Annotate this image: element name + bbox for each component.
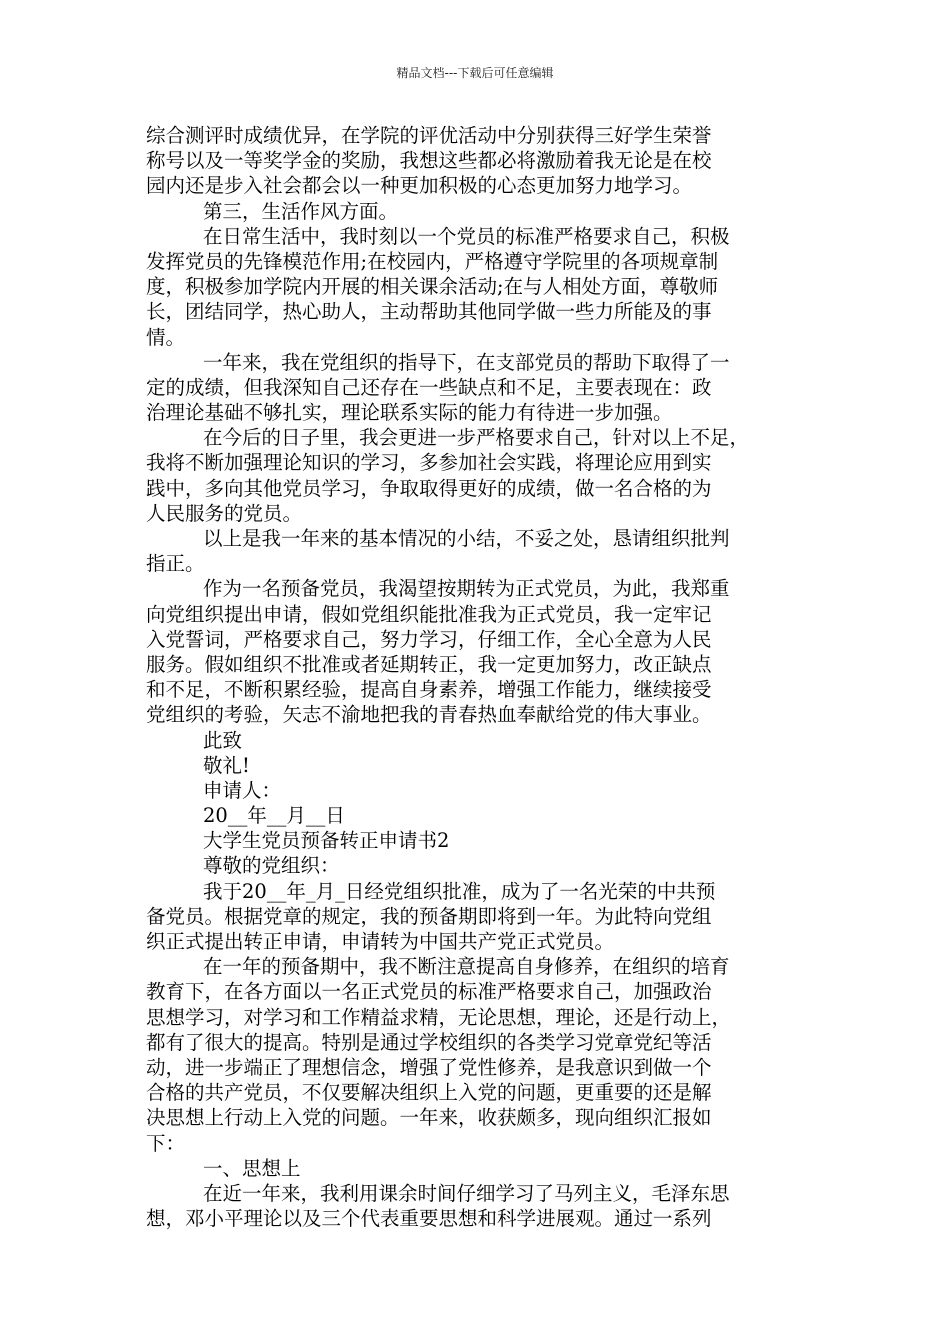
document-body — [146, 123, 826, 1231]
text-line: 入党誓词，严格要求自己，努力学习，仔细工作，全心全意为人民 — [146, 627, 712, 651]
text-line: 一、思想上 — [203, 1156, 301, 1180]
text-line: 综合测评时成绩优异，在学院的评优活动中分别获得三好学生荣誉 — [146, 124, 712, 147]
text-line: 第三，生活作风方面。 — [203, 199, 399, 223]
text-line: 大学生党员预备转正申请书2 — [203, 829, 450, 853]
page-header: 精品文档---下载后可任意编辑 — [396, 66, 554, 80]
text-line: 一年来，我在党组织的指导下，在支部党员的帮助下取得了一 — [203, 350, 730, 374]
text-line: 在今后的日子里，我会更进一步严格要求自己，针对以上不足， — [203, 426, 750, 450]
text-line: 指正。 — [146, 552, 205, 576]
text-line: 践中，多向其他党员学习，争取取得更好的成绩，做一名合格的为 — [146, 476, 712, 500]
text-line: 发挥党员的先锋模范作用;在校园内，严格遵守学院里的各项规章制 — [146, 249, 719, 273]
text-line: 园内还是步入社会都会以一种更加积极的心态更加努力地学习。 — [146, 174, 693, 198]
text-line: 人民服务的党员。 — [146, 501, 303, 525]
text-line: 定的成绩，但我深知自己还存在一些缺点和不足，主要表现在：政 — [146, 375, 712, 399]
text-line: 此致 — [203, 728, 243, 752]
text-line: 合格的共产党员，不仅要解决组织上入党的问题，更重要的还是解 — [146, 1081, 712, 1105]
text-line: 在近一年来，我利用课余时间仔细学习了马列主义，毛泽东思 — [203, 1181, 730, 1205]
text-line: 长，团结同学，热心助人，主动帮助其他同学做一些力所能及的事 — [146, 300, 712, 324]
text-line: 备党员。根据党章的规定，我的预备期即将到一年。为此特向党组 — [146, 904, 712, 928]
text-line: 都有了很大的提高。特别是通过学校组织的各类学习党章党纪等活 — [146, 1030, 712, 1054]
text-line: 在一年的预备期中，我不断注意提高自身修养，在组织的培育 — [203, 955, 730, 979]
text-line: 党组织的考验，矢志不渝地把我的青春热血奉献给党的伟大事业。 — [146, 703, 712, 727]
text-line: 度，积极参加学院内开展的相关课余活动;在与人相处方面，尊敬师 — [146, 275, 719, 299]
text-line: 思想学习，对学习和工作精益求精，无论思想，理论，还是行动上， — [146, 1005, 732, 1029]
text-line: 情。 — [146, 325, 186, 349]
text-line: 我于20__年_月_日经党组织批准，成为了一名光荣的中共预 — [203, 879, 716, 903]
text-line: 动，进一步端正了理想信念，增强了党性修养，是我意识到做一个 — [146, 1055, 712, 1079]
text-line: 以上是我一年来的基本情况的小结，不妥之处，恳请组织批判 — [203, 527, 730, 550]
text-line: 下： — [146, 1131, 186, 1155]
text-line: 称号以及一等奖学金的奖励，我想这些都必将激励着我无论是在校 — [146, 149, 712, 173]
text-line: 尊敬的党组织： — [203, 854, 340, 878]
text-line: 申请人： — [203, 778, 282, 802]
text-line: 敬礼! — [203, 753, 250, 777]
text-line: 想，邓小平理论以及三个代表重要思想和科学进展观。通过一系列 — [146, 1207, 712, 1231]
text-line: 作为一名预备党员，我渴望按期转为正式党员，为此，我郑重 — [203, 577, 730, 601]
text-line: 20__年__月__日 — [203, 804, 345, 828]
text-line: 织正式提出转正申请，申请转为中国共产党正式党员。 — [146, 930, 615, 953]
text-line: 教育下，在各方面以一名正式党员的标准严格要求自己，加强政治 — [146, 980, 712, 1004]
text-line: 和不足，不断积累经验，提高自身素养，增强工作能力，继续接受 — [146, 678, 712, 702]
text-line: 向党组织提出申请，假如党组织能批准我为正式党员，我一定牢记 — [146, 602, 712, 626]
text-line: 治理论基础不够扎实，理论联系实际的能力有待进一步加强。 — [146, 401, 673, 425]
text-line: 在日常生活中，我时刻以一个党员的标准严格要求自己，积极 — [203, 224, 730, 248]
text-line: 决思想上行动上入党的问题。一年来，收获颇多，现向组织汇报如 — [146, 1106, 712, 1130]
text-line: 服务。假如组织不批准或者延期转正，我一定更加努力，改正缺点 — [146, 652, 712, 676]
text-line: 我将不断加强理论知识的学习，多参加社会实践，将理论应用到实 — [146, 451, 712, 475]
